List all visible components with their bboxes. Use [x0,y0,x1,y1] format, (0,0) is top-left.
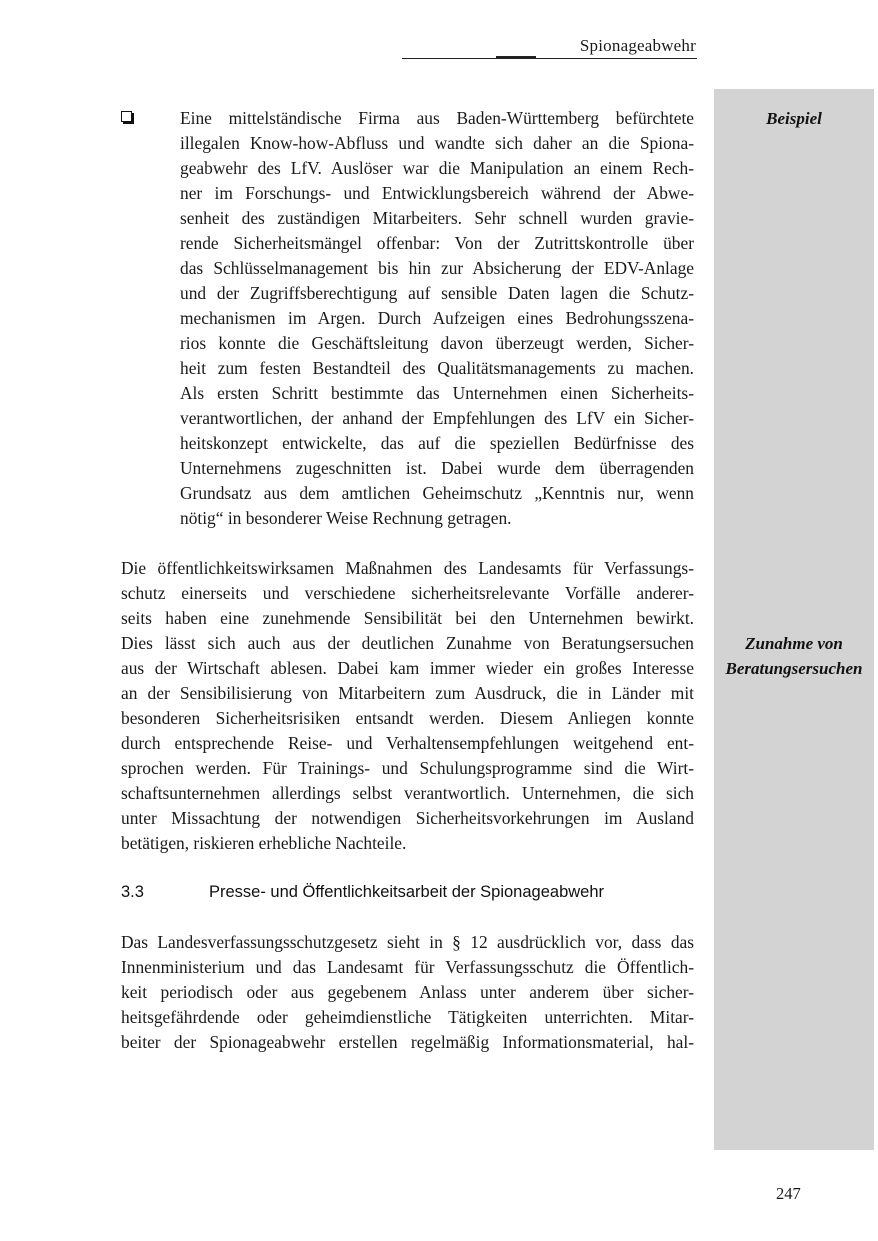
margin-note-example: Beispiel [766,109,822,128]
page-number: 247 [776,1184,801,1203]
text-line: unter Missachtung der notwendigen Sicherheitsvorkehrungen im Ausland [121,808,694,828]
section-title: Presse- und Öffentlichkeitsarbeit der Spionageabwehr [209,883,605,901]
paragraph-2 [121,930,694,1055]
text-line: illegalen Know-how-Abfluss und wandte sich daher an die Spiona- [180,133,694,153]
text-line: Unternehmens zugeschnitten ist. Dabei wurde dem überragenden [180,458,694,478]
text-line: durch entsprechende Reise- und Verhaltensempfehlungen weitgehend ent- [121,733,694,753]
text-line: senheit des zuständigen Mitarbeiters. Sehr schnell wurden gravie- [180,208,694,228]
text-line: verantwortlichen, der anhand der Empfehlungen des LfV ein Sicher- [180,408,694,428]
example-text [180,106,694,531]
text-line: ner im Forschungs- und Entwicklungsbereich während der Abwe- [180,183,694,203]
text-line: heit zum festen Bestandteil des Qualitätsmanagements zu machen. [180,358,694,378]
text-line: keit periodisch oder aus gegebenem Anlass unter anderem über sicher- [121,982,694,1002]
text-line: Eine mittelständische Firma aus Baden-Württemberg befürchtete [180,108,694,128]
text-line: geabwehr des LfV. Auslöser war die Manipulation an einem Rech- [180,158,694,178]
text-line: nötig“ in besonderer Weise Rechnung getragen. [180,508,512,528]
text-line: Innenministerium und das Landesamt für Verfassungsschutz die Öffentlich- [121,957,694,977]
section-number: 3.3 [121,883,144,901]
text-line: seits haben eine zunehmende Sensibilität bei den Unternehmen bewirkt. [121,608,694,628]
margin-column [714,89,874,1150]
text-line: besonderen Sicherheitsrisiken entsandt werden. Diesem Anliegen konnte [121,708,694,728]
text-line: betätigen, riskieren erhebliche Nachteile. [121,833,407,853]
checkbox-icon [121,108,136,123]
text-line: Das Landesverfassungsschutzgesetz sieht in § 12 ausdrücklich vor, dass das [121,932,694,952]
text-line: heitsgefährdende oder geheimdienstliche Tätigkeiten unterrichten. Mitar- [121,1007,694,1027]
text-line: rende Sicherheitsmängel offenbar: Von der Zutrittskontrolle über [180,233,694,253]
text-line: beiter der Spionageabwehr erstellen regelmäßig Informationsmaterial, hal- [121,1032,694,1052]
text-line: schaftsunternehmen allerdings selbst verantwortlich. Unternehmen, die sich [121,783,694,803]
text-line: aus der Wirtschaft ablesen. Dabei kam immer wieder ein großes Interesse [121,658,694,678]
text-line: heitskonzept entwickelte, das auf die speziellen Bedürfnisse des [180,433,694,453]
text-line: Dies lässt sich auch aus der deutlichen Zunahme von Beratungsersuchen [121,633,694,653]
text-line: sprochen werden. Für Trainings- und Schulungsprogramme sind die Wirt- [121,758,694,778]
text-line: Grundsatz aus dem amtlichen Geheimschutz „Kenntnis nur, wenn [180,483,694,503]
header-rule-accent [496,56,536,58]
header-rule [402,58,697,59]
text-line: an der Sensibilisierung von Mitarbeitern zum Ausdruck, die in Länder mit [121,683,694,703]
running-header: Spionageabwehr [579,36,696,55]
text-line: rios konnte die Geschäftsleitung davon überzeugt werden, Sicher- [180,333,694,353]
text-line: und der Zugriffsberechtigung auf sensible Daten lagen die Schutz- [180,283,694,303]
text-line: das Schlüsselmanagement bis hin zur Absicherung der EDV-Anlage [180,258,694,278]
text-line: Als ersten Schritt bestimmte das Unternehmen einen Sicherheits- [180,383,694,403]
text-line: mechanismen im Argen. Durch Aufzeigen eines Bedrohungsszena- [180,308,694,328]
text-line: schutz einerseits und verschiedene sicherheitsrelevante Vorfälle anderer- [121,583,694,603]
margin-note-increase: Zunahme von Beratungsersuchen [725,634,863,678]
paragraph-1 [121,556,694,856]
text-line: Die öffentlichkeitswirksamen Maßnahmen des Landesamts für Verfassungs- [121,558,694,578]
